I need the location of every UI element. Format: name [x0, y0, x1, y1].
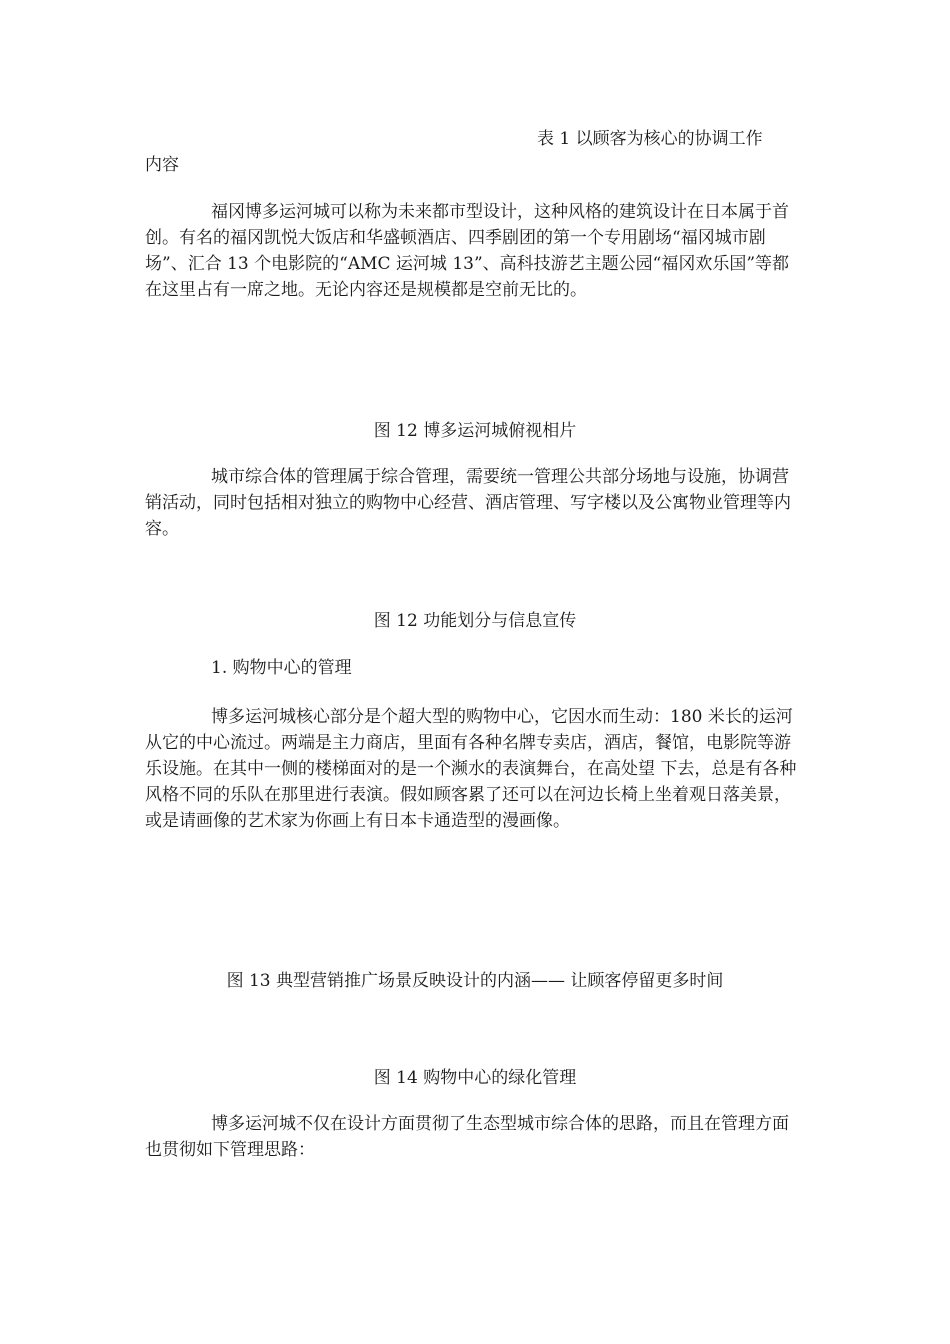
section-heading-shopping-center: 1. 购物中心的管理: [211, 658, 352, 678]
figure-12-caption-aerial: 图 12 博多运河城俯视相片: [373, 421, 577, 441]
figure-13-caption: 图 13 典型营销推广场景反映设计的内涵—— 让顾客停留更多时间: [226, 971, 724, 991]
figure-12-caption-function: 图 12 功能划分与信息宣传: [373, 611, 577, 631]
table-caption-line2: 内容: [145, 155, 179, 175]
figure-14-caption: 图 14 购物中心的绿化管理: [373, 1068, 577, 1088]
paragraph-complex-management: 城市综合体的管理属于综合管理，需要统一管理公共部分场地与设施，协调营销活动，同时包括相对独立的购物中心经营、酒店管理、写字楼以及公寓物业管理等内容。: [145, 467, 791, 539]
paragraph-shopping-center: 博多运河城核心部分是个超大型的购物中心，它因水而生动：180 米长的运河从它的中心流过。两端是主力商店，里面有各种名牌专卖店，酒店，餐馆，电影院等游乐设施。在其中一侧的楼梯面对的是一个濒水的表演舞台，在高处望 下去，总是有各种风格不同的乐队在那里进行表演。假如顾客累了还可以在河边长椅上坐着观日落美景，或是请画像的艺术家为你画上有日本卡通造型的漫画像。: [145, 707, 797, 831]
table-caption-line1: 表 1 以顾客为核心的协调工作: [537, 129, 763, 149]
paragraph-management-ideas: 博多运河城不仅在设计方面贯彻了生态型城市综合体的思路，而且在管理方面也贯彻如下管理思路：: [145, 1114, 789, 1160]
paragraph-canal-city-intro: 福冈博多运河城可以称为未来都市型设计，这种风格的建筑设计在日本属于首创。有名的福冈凯悦大饭店和华盛顿酒店、四季剧团的第一个专用剧场“福冈城市剧场”、汇合 13 个电影院的“AMC 运河城 13”、高科技游艺主题公园“福冈欢乐国”等都在这里占有一席之地。无论内容还是规模都是空前无比的。: [145, 202, 790, 300]
